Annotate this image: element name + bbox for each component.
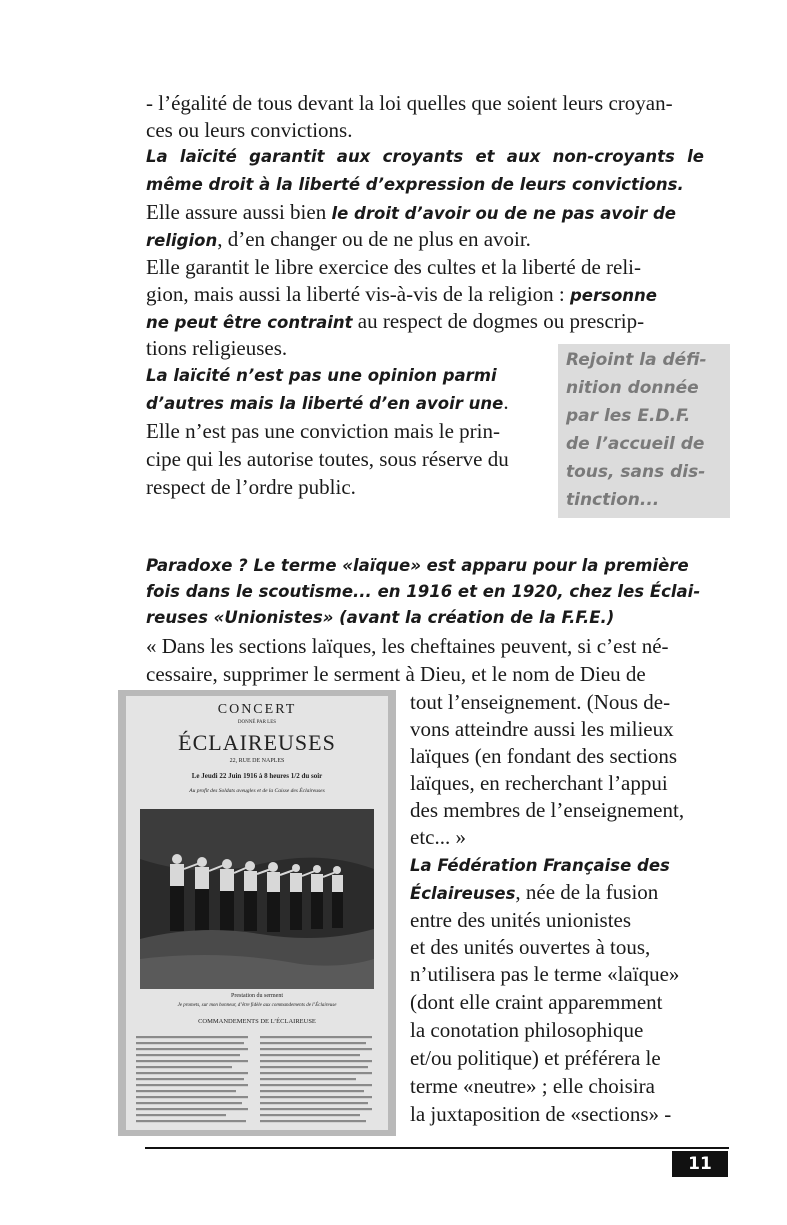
federation-line-1: La Fédération Française des: [410, 856, 670, 875]
sidebar-line: de l’accueil de: [566, 434, 705, 454]
poster-address: 22, RUE DE NAPLES: [229, 758, 285, 764]
right-col-tail-line: et/ou politique) et préférera le: [410, 1046, 661, 1070]
bold-statement-2-period: .: [503, 390, 509, 414]
right-col-line: vons atteindre aussi les milieux: [410, 717, 674, 741]
sidebar-callout: [558, 344, 730, 518]
bold-statement-1-line-2: même droit à la liberté d’expression de leurs convictions.: [146, 175, 684, 194]
federation-line-2: [410, 879, 658, 908]
right-col-tail-line: terme «neutre» ; elle choisira: [410, 1074, 655, 1098]
para2-emphasis: personne: [570, 286, 657, 305]
paradox-line-2: fois dans le scoutisme... en 1916 et en 1920, chez les Éclai-: [146, 582, 701, 601]
poster-eclaireuses: ÉCLAIREUSES: [178, 730, 336, 755]
sidebar-line: tous, sans dis-: [566, 462, 706, 482]
girls-oath-photo: [140, 809, 374, 989]
right-col-line: laïques (en fondant des sections: [410, 744, 678, 768]
para1-emphasis: le droit d’avoir ou de ne pas avoir de: [331, 204, 676, 223]
paradox-line-1: Paradoxe ? Le terme «laïque» est apparu pour la première: [146, 556, 689, 575]
poster-donne: DONNÉ PAR LES: [237, 720, 277, 725]
bold-statement-1-line-1: La laïcité garantit aux croyants et aux non-croyants le: [146, 147, 704, 166]
quote-line-2: cessaire, supprimer le serment à Dieu, et le nom de Dieu de: [146, 662, 646, 686]
poster-benefit: Au profit des Soldats aveugles et de la Caisse des Éclaireuses: [189, 788, 325, 794]
bold-statement-2-emphasis: d’autres mais la liberté d’en avoir une: [146, 394, 504, 413]
paradox-line-3: reuses «Unionistes» (avant la création de la F.F.E.): [146, 608, 615, 627]
poster-date: Le Jeudi 22 Juin 1916 à 8 heures 1/2 du soir: [191, 772, 323, 780]
right-col-line: des membres de l’enseignement,: [410, 798, 685, 822]
sidebar-line: tinction...: [566, 490, 660, 510]
para1-text: Elle assure aussi bien: [146, 200, 332, 224]
para3-line-2: cipe qui les autorise toutes, sous réserve du: [146, 447, 509, 471]
para3-line-1: Elle n’est pas une conviction mais le prin-: [146, 419, 500, 443]
para1-line-1: [146, 199, 676, 227]
poster-sheet: [126, 696, 388, 1130]
para1-emphasis-2: religion: [146, 231, 218, 250]
right-col-tail-line: n’utilisera pas le terme «laïque»: [410, 962, 680, 986]
poster-commandments-title: COMMANDEMENTS DE L’ÉCLAIREUSE: [198, 1018, 316, 1025]
poster-oath: Je promets, sur mon honneur, d’être fidèle aux commandements de l’Éclaireuse: [177, 1003, 337, 1008]
poster-caption: Prestation du serment: [231, 993, 283, 999]
right-col-line: laïques, en recherchant l’appui: [410, 771, 668, 795]
photo-illustration: [140, 809, 374, 989]
page-number: 11: [672, 1151, 728, 1177]
para2-emphasis-2: ne peut être contraint: [146, 313, 353, 332]
quote-line-1: « Dans les sections laïques, les cheftaines peuvent, si c’est né-: [146, 634, 669, 658]
right-col-tail-line: la juxtaposition de «sections» -: [410, 1102, 672, 1126]
bold-statement-2-line-2: [146, 389, 509, 418]
bold-statement-2-line-1: La laïcité n’est pas une opinion parmi: [146, 366, 497, 385]
right-col-tail-line: (dont elle craint apparemment: [410, 990, 663, 1014]
right-col-line: tout l’enseignement. (Nous de-: [410, 690, 671, 714]
poster-commandments-text: [136, 1034, 378, 1126]
para2-text-2: au respect de dogmes ou prescrip-: [352, 309, 645, 333]
right-col-tail-line: la conotation philosophique: [410, 1018, 644, 1042]
poster-concert: CONCERT: [217, 702, 297, 717]
right-col-tail-line: et des unités ouvertes à tous,: [410, 935, 651, 959]
para3-line-3: respect de l’ordre public.: [146, 475, 356, 499]
sidebar-line: par les E.D.F.: [566, 406, 691, 426]
para1-text-2: , d’en changer ou de ne plus en avoir.: [217, 227, 531, 251]
para2-line-4: tions religieuses.: [146, 336, 288, 360]
para2-line-1: Elle garantit le libre exercice des cultes et la liberté de reli-: [146, 255, 641, 279]
intro-line-2: ces ou leurs convictions.: [146, 118, 353, 142]
right-col-line: etc... »: [410, 825, 466, 849]
sidebar-line: nition donnée: [566, 378, 699, 398]
sidebar-line: Rejoint la défi-: [566, 350, 707, 370]
para2-line-2: [146, 281, 657, 309]
federation-text: , née de la fusion: [515, 880, 659, 904]
para1-line-2: [146, 226, 531, 254]
para2-line-3: [146, 308, 644, 336]
concert-poster-image: [118, 690, 396, 1136]
para2-text: gion, mais aussi la liberté vis-à-vis de la religion :: [146, 282, 570, 306]
footer-rule: [145, 1147, 729, 1149]
federation-emphasis: Éclaireuses: [410, 884, 516, 903]
right-col-tail-line: entre des unités unionistes: [410, 908, 632, 932]
intro-line-1: - l’égalité de tous devant la loi quelles que soient leurs croyan-: [146, 91, 673, 115]
